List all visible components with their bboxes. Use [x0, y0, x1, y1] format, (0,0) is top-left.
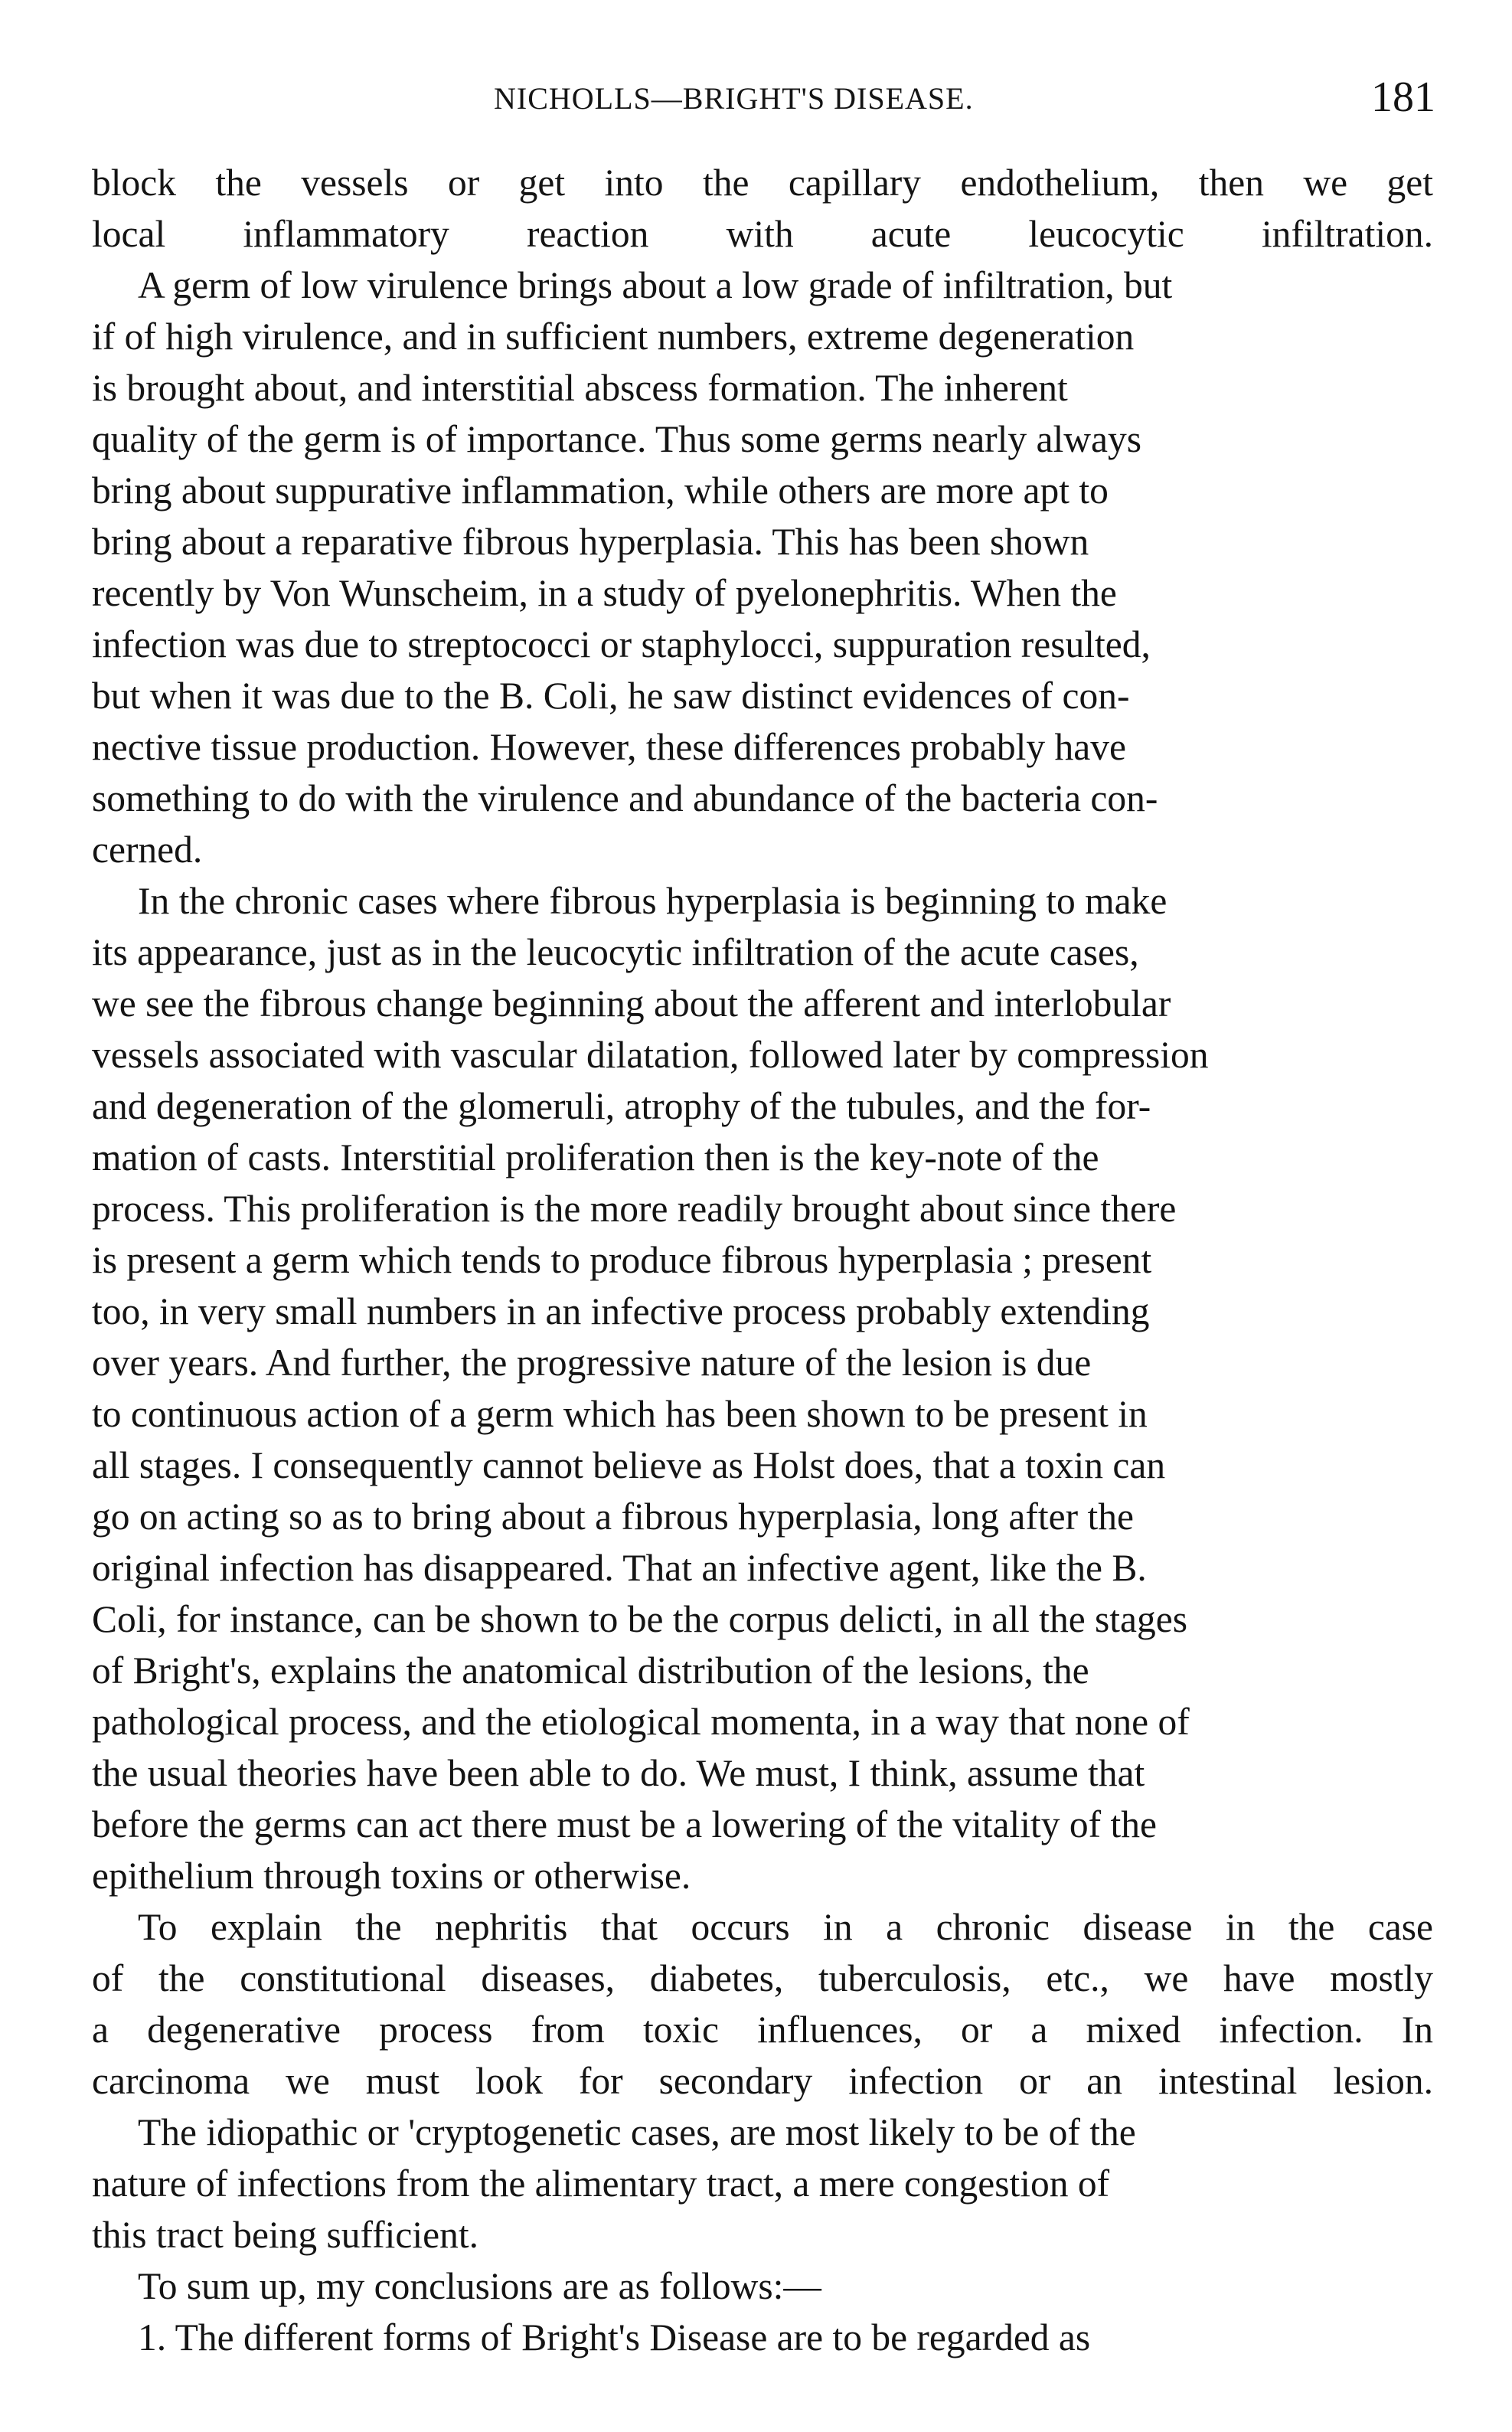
text-line: To explain the nephritis that occurs in a chronic disease in the case: [138, 1906, 1433, 1948]
page-number: 181: [1371, 74, 1435, 121]
text-line: process. This proliferation is the more readily brought about since there: [92, 1188, 1177, 1230]
text-line: nective tissue production. However, these differences probably have: [92, 726, 1127, 768]
text-line: The idiopathic or 'cryptogenetic cases, are most likely to be of the: [138, 2111, 1136, 2153]
paragraph: [92, 2107, 1433, 2260]
text-line: we see the fibrous change beginning about the afferent and interlobular: [92, 982, 1171, 1025]
text-line: go on acting so as to bring about a fibrous hyperplasia, long after the: [92, 1495, 1134, 1538]
page-header: [92, 73, 1435, 134]
text-line: cerned.: [92, 829, 203, 871]
paragraph: [92, 2312, 1433, 2363]
text-line: original infection has disappeared. That an infective agent, like the B.: [92, 1547, 1147, 1589]
text-line: Coli, for instance, can be shown to be the corpus delicti, in all the stages: [92, 1598, 1188, 1640]
text-line: its appearance, just as in the leucocytic infiltration of the acute cases,: [92, 931, 1139, 973]
text-line: the usual theories have been able to do. We must, I think, assume that: [92, 1752, 1145, 1794]
text-line: infection was due to streptococci or staphylocci, suppuration resulted,: [92, 623, 1151, 665]
text-line: bring about suppurative inflammation, while others are more apt to: [92, 469, 1109, 512]
paragraph: [92, 2260, 1433, 2312]
text-line: before the germs can act there must be a lowering of the vitality of the: [92, 1803, 1157, 1845]
paragraph: [92, 260, 1433, 875]
text-line: quality of the germ is of importance. Thus some germs nearly always: [92, 418, 1141, 460]
text-line: nature of infections from the alimentary tract, a mere congestion of: [92, 2162, 1110, 2205]
text-line: something to do with the virulence and abundance of the bacteria con-: [92, 777, 1158, 819]
text-line: 1. The different forms of Bright's Disease are to be regarded as: [138, 2316, 1091, 2358]
text-line: pathological process, and the etiological momenta, in a way that none of: [92, 1701, 1190, 1743]
running-head: NICHOLLS—BRIGHT'S DISEASE.: [494, 81, 974, 116]
text-line: block the vessels or get into the capillary endothelium, then we get: [92, 162, 1433, 204]
text-line: this tract being sufficient.: [92, 2214, 478, 2256]
text-line: of Bright's, explains the anatomical distribution of the lesions, the: [92, 1649, 1089, 1692]
text-line: In the chronic cases where fibrous hyperplasia is beginning to make: [138, 880, 1167, 922]
text-line: is present a germ which tends to produce fibrous hyperplasia ; present: [92, 1239, 1152, 1281]
text-line: if of high virulence, and in sufficient numbers, extreme degeneration: [92, 315, 1135, 358]
text-line: epithelium through toxins or otherwise.: [92, 1855, 691, 1897]
paragraph: [92, 157, 1433, 260]
text-line: a degenerative process from toxic influences, or a mixed infection. In: [92, 2009, 1433, 2051]
text-line: but when it was due to the B. Coli, he saw distinct evidences of con-: [92, 675, 1130, 717]
text-line: and degeneration of the glomeruli, atrophy of the tubules, and the for-: [92, 1085, 1151, 1127]
text-line: mation of casts. Interstitial proliferation then is the key-note of the: [92, 1136, 1099, 1178]
text-line: too, in very small numbers in an infective process probably extending: [92, 1290, 1150, 1332]
text-line: of the constitutional diseases, diabetes, tuberculosis, etc., we have mostly: [92, 1957, 1433, 1999]
text-line: bring about a reparative fibrous hyperplasia. This has been shown: [92, 521, 1089, 563]
text-line: local inflammatory reaction with acute leucocytic infiltration.: [92, 213, 1433, 255]
text-line: all stages. I consequently cannot believe as Holst does, that a toxin can: [92, 1444, 1166, 1486]
body-text: [92, 157, 1433, 2363]
text-line: to continuous action of a germ which has been shown to be present in: [92, 1393, 1148, 1435]
paragraph: [92, 875, 1433, 1901]
text-line: recently by Von Wunscheim, in a study of pyelonephritis. When the: [92, 572, 1117, 614]
text-line: is brought about, and interstitial abscess formation. The inherent: [92, 367, 1068, 409]
text-line: To sum up, my conclusions are as follows:—: [138, 2265, 821, 2307]
text-line: over years. And further, the progressive nature of the lesion is due: [92, 1342, 1092, 1384]
text-line: vessels associated with vascular dilatation, followed later by compression: [92, 1034, 1209, 1076]
text-line: A germ of low virulence brings about a low grade of infiltration, but: [138, 264, 1173, 306]
text-line: carcinoma we must look for secondary infection or an intestinal lesion.: [92, 2060, 1433, 2102]
paragraph: [92, 1901, 1433, 2107]
